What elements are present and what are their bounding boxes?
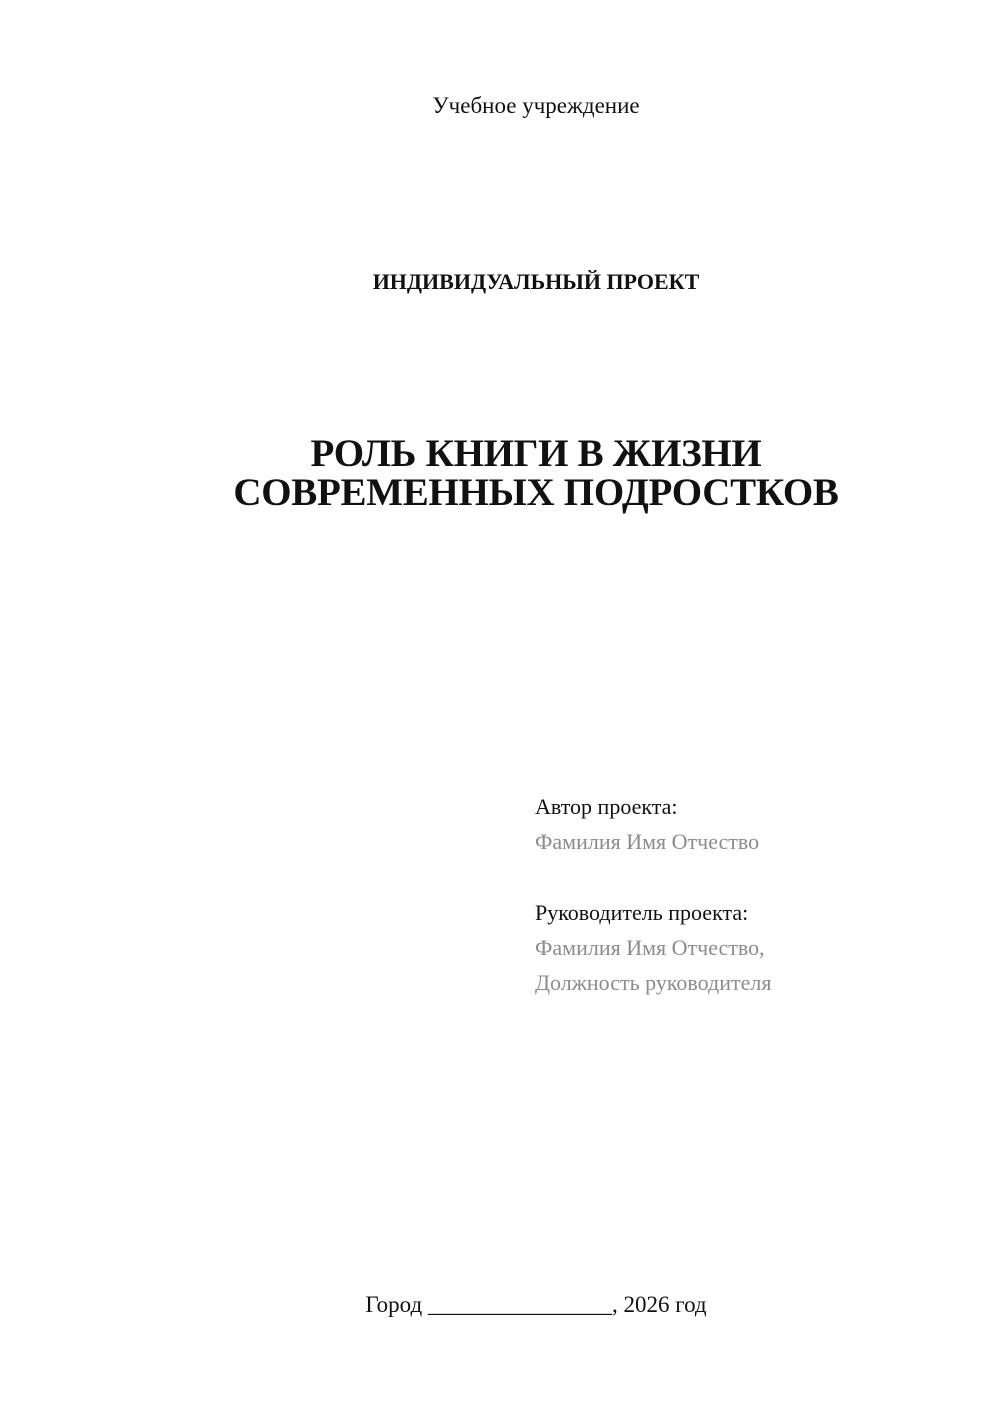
project-title-line-1: РОЛЬ КНИГИ В ЖИЗНИ <box>310 432 762 475</box>
institution-name: Учебное учреждение <box>432 93 640 118</box>
info-spacer <box>535 859 955 895</box>
project-title <box>0 434 1000 512</box>
project-type-heading: ИНДИВИДУАЛЬНЫЙ ПРОЕКТ <box>372 269 700 294</box>
author-name: Фамилия Имя Отчество <box>535 829 760 854</box>
supervisor-position: Должность руководителя <box>535 970 772 995</box>
supervisor-name: Фамилия Имя Отчество, <box>535 935 765 960</box>
author-label: Автор проекта: <box>535 794 678 819</box>
project-title-line-2: СОВРЕМЕННЫХ ПОДРОСТКОВ <box>233 471 839 514</box>
project-info-block <box>535 789 955 1000</box>
city-year-footer: Город ________________, 2026 год <box>365 1292 707 1317</box>
supervisor-label: Руководитель проекта: <box>535 900 749 925</box>
